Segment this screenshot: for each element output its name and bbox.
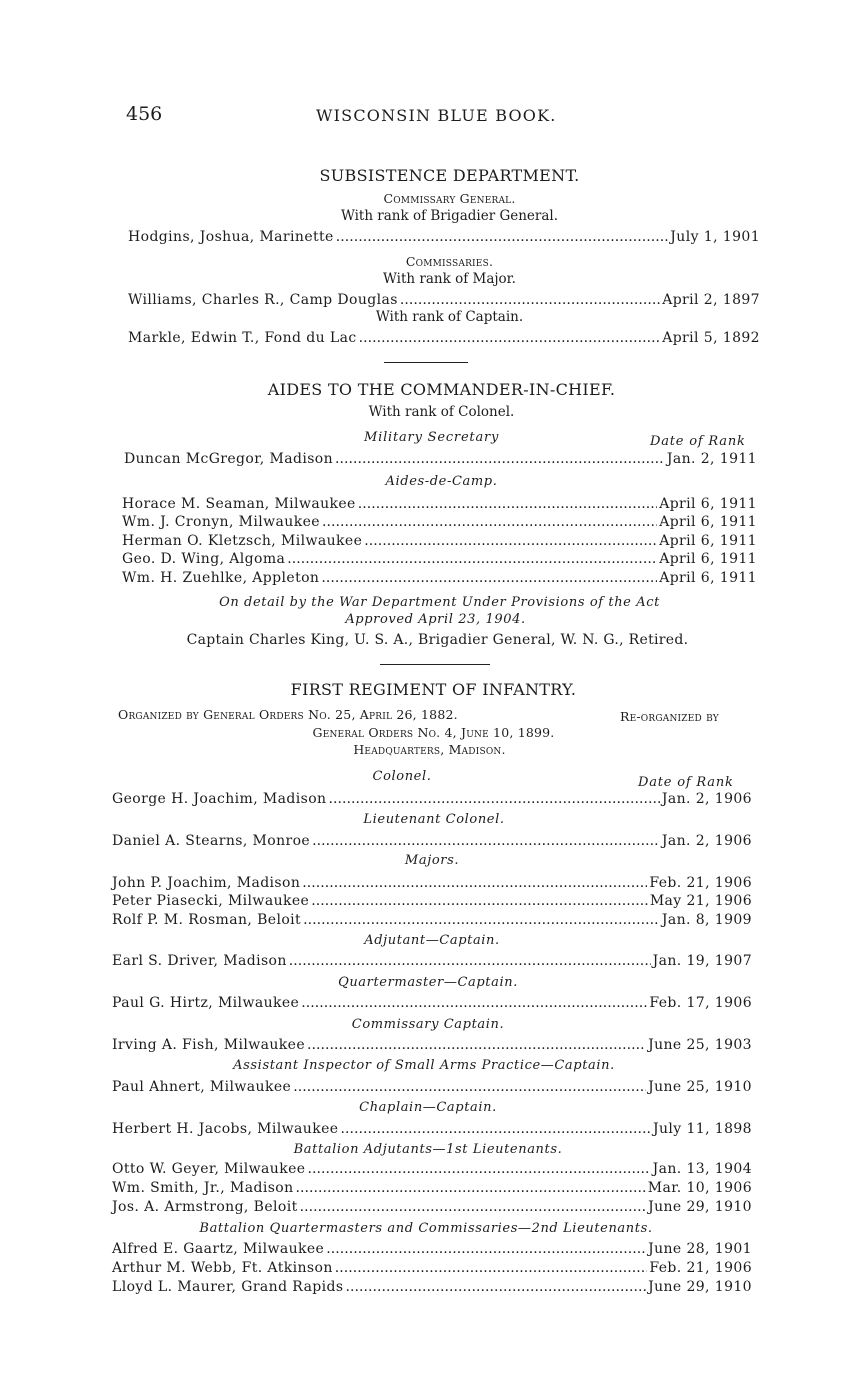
leader-dots — [359, 330, 661, 346]
list-item — [112, 893, 752, 909]
officer-name: Jos. A. Armstrong, Beloit — [112, 1199, 298, 1215]
leader-dots — [311, 893, 648, 909]
section-title-infantry: FIRST REGIMENT OF INFANTRY. — [290, 680, 577, 699]
officer-name: Otto W. Geyer, Milwaukee — [112, 1161, 306, 1177]
infantry-date-of-rank-label: Date of Rank — [638, 775, 734, 790]
detail-note-line-1: On detail by the War Department Under Provisions of the Act — [219, 595, 660, 610]
list-item — [112, 1199, 752, 1215]
officer-date: Feb. 21, 1906 — [649, 875, 752, 891]
list-item — [128, 229, 760, 245]
list-item — [112, 995, 752, 1011]
captain-rank: With rank of Captain. — [375, 309, 524, 325]
list-item — [112, 1241, 752, 1257]
officer-name: John P. Joachim, Madison — [112, 875, 301, 891]
officer-name: Markle, Edwin T., Fond du Lac — [128, 330, 357, 346]
list-item — [112, 1161, 752, 1177]
military-secretary-label: Military Secretary — [364, 430, 500, 445]
officer-date: June 29, 1910 — [648, 1199, 752, 1215]
officer-name: George H. Joachim, Madison — [112, 791, 327, 807]
leader-dots — [400, 292, 660, 308]
officer-name: Lloyd L. Maurer, Grand Rapids — [112, 1279, 344, 1295]
rank-heading: Battalion Quartermasters and Commissaries—2nd Lieutenants. — [199, 1221, 653, 1236]
officer-name: Arthur M. Webb, Ft. Atkinson — [112, 1260, 333, 1276]
page-number: 456 — [126, 103, 163, 125]
rank-heading: Adjutant—Captain. — [364, 933, 500, 948]
officer-name: Rolf P. M. Rosman, Beloit — [112, 912, 302, 928]
officer-date: July 11, 1898 — [652, 1121, 752, 1137]
leader-dots — [300, 1199, 646, 1215]
leader-dots — [364, 533, 657, 549]
commissary-general-label: Commissary General. — [383, 191, 516, 206]
section-divider — [384, 362, 468, 363]
leader-dots — [287, 551, 657, 567]
king-line: Captain Charles King, U. S. A., Brigadier General, W. N. G., Retired. — [186, 632, 689, 648]
officer-date: Feb. 17, 1906 — [649, 995, 752, 1011]
rank-heading: Battalion Adjutants—1st Lieutenants. — [293, 1142, 563, 1157]
officer-name: Earl S. Driver, Madison — [112, 953, 287, 969]
officer-date: April 6, 1911 — [659, 551, 757, 567]
leader-dots — [307, 1161, 650, 1177]
list-item — [112, 791, 752, 807]
list-item — [122, 570, 757, 586]
rank-heading: Chaplain—Captain. — [359, 1100, 497, 1115]
list-item — [122, 551, 757, 567]
officer-date: June 25, 1903 — [648, 1037, 752, 1053]
leader-dots — [321, 570, 657, 586]
officer-date: Mar. 10, 1906 — [647, 1180, 752, 1196]
officer-date: April 6, 1911 — [659, 514, 757, 530]
leader-dots — [302, 875, 647, 891]
officer-name: Horace M. Seaman, Milwaukee — [122, 496, 356, 512]
officer-name: Irving A. Fish, Milwaukee — [112, 1037, 306, 1053]
leader-dots — [303, 912, 660, 928]
list-item — [112, 1121, 752, 1137]
officer-name: Wm. Smith, Jr., Madison — [112, 1180, 294, 1196]
officer-date: Jan. 8, 1909 — [661, 912, 752, 928]
leader-dots — [293, 1079, 646, 1095]
list-item — [112, 1279, 752, 1295]
list-item — [112, 1260, 752, 1276]
officer-name: Herman O. Kletzsch, Milwaukee — [122, 533, 363, 549]
leader-dots — [296, 1180, 646, 1196]
officer-date: April 6, 1911 — [659, 533, 757, 549]
list-item — [122, 496, 757, 512]
rank-heading: Colonel. — [372, 769, 432, 784]
officer-name: Alfred E. Gaartz, Milwaukee — [112, 1241, 325, 1257]
list-item — [112, 875, 752, 891]
section-title-subsistence: SUBSISTENCE DEPARTMENT. — [319, 166, 580, 185]
officer-date: April 2, 1897 — [662, 292, 760, 308]
section-divider — [380, 664, 490, 665]
officer-name: Peter Piasecki, Milwaukee — [112, 893, 310, 909]
headquarters-line: Headquarters, Madison. — [353, 742, 506, 757]
leader-dots — [326, 1241, 646, 1257]
officer-date: Jan. 13, 1904 — [652, 1161, 752, 1177]
officer-date: April 6, 1911 — [659, 496, 757, 512]
list-item — [112, 912, 752, 928]
commissary-general-rank: With rank of Brigadier General. — [340, 208, 559, 224]
officer-date: April 6, 1911 — [659, 570, 757, 586]
rank-heading: Assistant Inspector of Small Arms Practice—Captain. — [233, 1058, 615, 1073]
section-title-aides: AIDES TO THE COMMANDER-IN-CHIEF. — [267, 380, 616, 399]
officer-date: June 25, 1910 — [648, 1079, 752, 1095]
officer-date: Jan. 19, 1907 — [652, 953, 752, 969]
officer-name: Duncan McGregor, Madison — [124, 451, 334, 467]
officer-date: June 29, 1910 — [648, 1279, 752, 1295]
officer-name: Paul Ahnert, Milwaukee — [112, 1079, 292, 1095]
list-item — [124, 451, 757, 467]
leader-dots — [335, 451, 665, 467]
list-item — [122, 514, 757, 530]
leader-dots — [289, 953, 651, 969]
officer-name: Wm. J. Cronyn, Milwaukee — [122, 514, 320, 530]
list-item — [112, 953, 752, 969]
leader-dots — [301, 995, 647, 1011]
officer-date: Feb. 21, 1906 — [649, 1260, 752, 1276]
leader-dots — [358, 496, 657, 512]
officer-date: June 28, 1901 — [648, 1241, 752, 1257]
officer-date: Jan. 2, 1911 — [666, 451, 757, 467]
officer-name: Daniel A. Stearns, Monroe — [112, 833, 311, 849]
officer-name: Hodgins, Joshua, Marinette — [128, 229, 334, 245]
detail-note-line-2: Approved April 23, 1904. — [345, 612, 526, 627]
officer-date: July 1, 1901 — [670, 229, 760, 245]
date-of-rank-label: Date of Rank — [650, 434, 746, 449]
leader-dots — [340, 1121, 651, 1137]
reorganized-label: Re-organized by — [620, 709, 719, 724]
rank-heading: Majors. — [404, 853, 460, 868]
leader-dots — [328, 791, 659, 807]
officer-date: Jan. 2, 1906 — [661, 791, 752, 807]
officer-date: Jan. 2, 1906 — [661, 833, 752, 849]
list-item — [128, 330, 760, 346]
officer-name: Williams, Charles R., Camp Douglas — [128, 292, 398, 308]
rank-heading: Lieutenant Colonel. — [363, 812, 505, 827]
leader-dots — [335, 1260, 648, 1276]
rank-heading: Commissary Captain. — [351, 1017, 505, 1032]
rank-heading: Quartermaster—Captain. — [338, 975, 518, 990]
running-title: WISCONSIN BLUE BOOK. — [316, 106, 557, 125]
officer-name: Geo. D. Wing, Algoma — [122, 551, 286, 567]
major-rank: With rank of Major. — [383, 271, 516, 287]
aides-rank: With rank of Colonel. — [368, 404, 515, 420]
list-item — [112, 1079, 752, 1095]
list-item — [112, 1037, 752, 1053]
leader-dots — [322, 514, 657, 530]
officer-name: Wm. H. Zuehlke, Appleton — [122, 570, 320, 586]
officer-date: April 5, 1892 — [662, 330, 760, 346]
commissaries-label: Commissaries. — [405, 254, 494, 269]
list-item — [122, 533, 757, 549]
list-item — [112, 833, 752, 849]
organized-line: Organized by General Orders No. 25, April 26, 1882. — [118, 707, 458, 722]
list-item — [128, 292, 760, 308]
officer-name: Herbert H. Jacobs, Milwaukee — [112, 1121, 339, 1137]
list-item — [112, 1180, 752, 1196]
leader-dots — [336, 229, 669, 245]
leader-dots — [307, 1037, 646, 1053]
general-orders-line: General Orders No. 4, June 10, 1899. — [312, 725, 555, 740]
leader-dots — [346, 1279, 647, 1295]
aides-de-camp-label: Aides-de-Camp. — [385, 474, 498, 489]
leader-dots — [312, 833, 660, 849]
officer-name: Paul G. Hirtz, Milwaukee — [112, 995, 300, 1011]
officer-date: May 21, 1906 — [649, 893, 752, 909]
